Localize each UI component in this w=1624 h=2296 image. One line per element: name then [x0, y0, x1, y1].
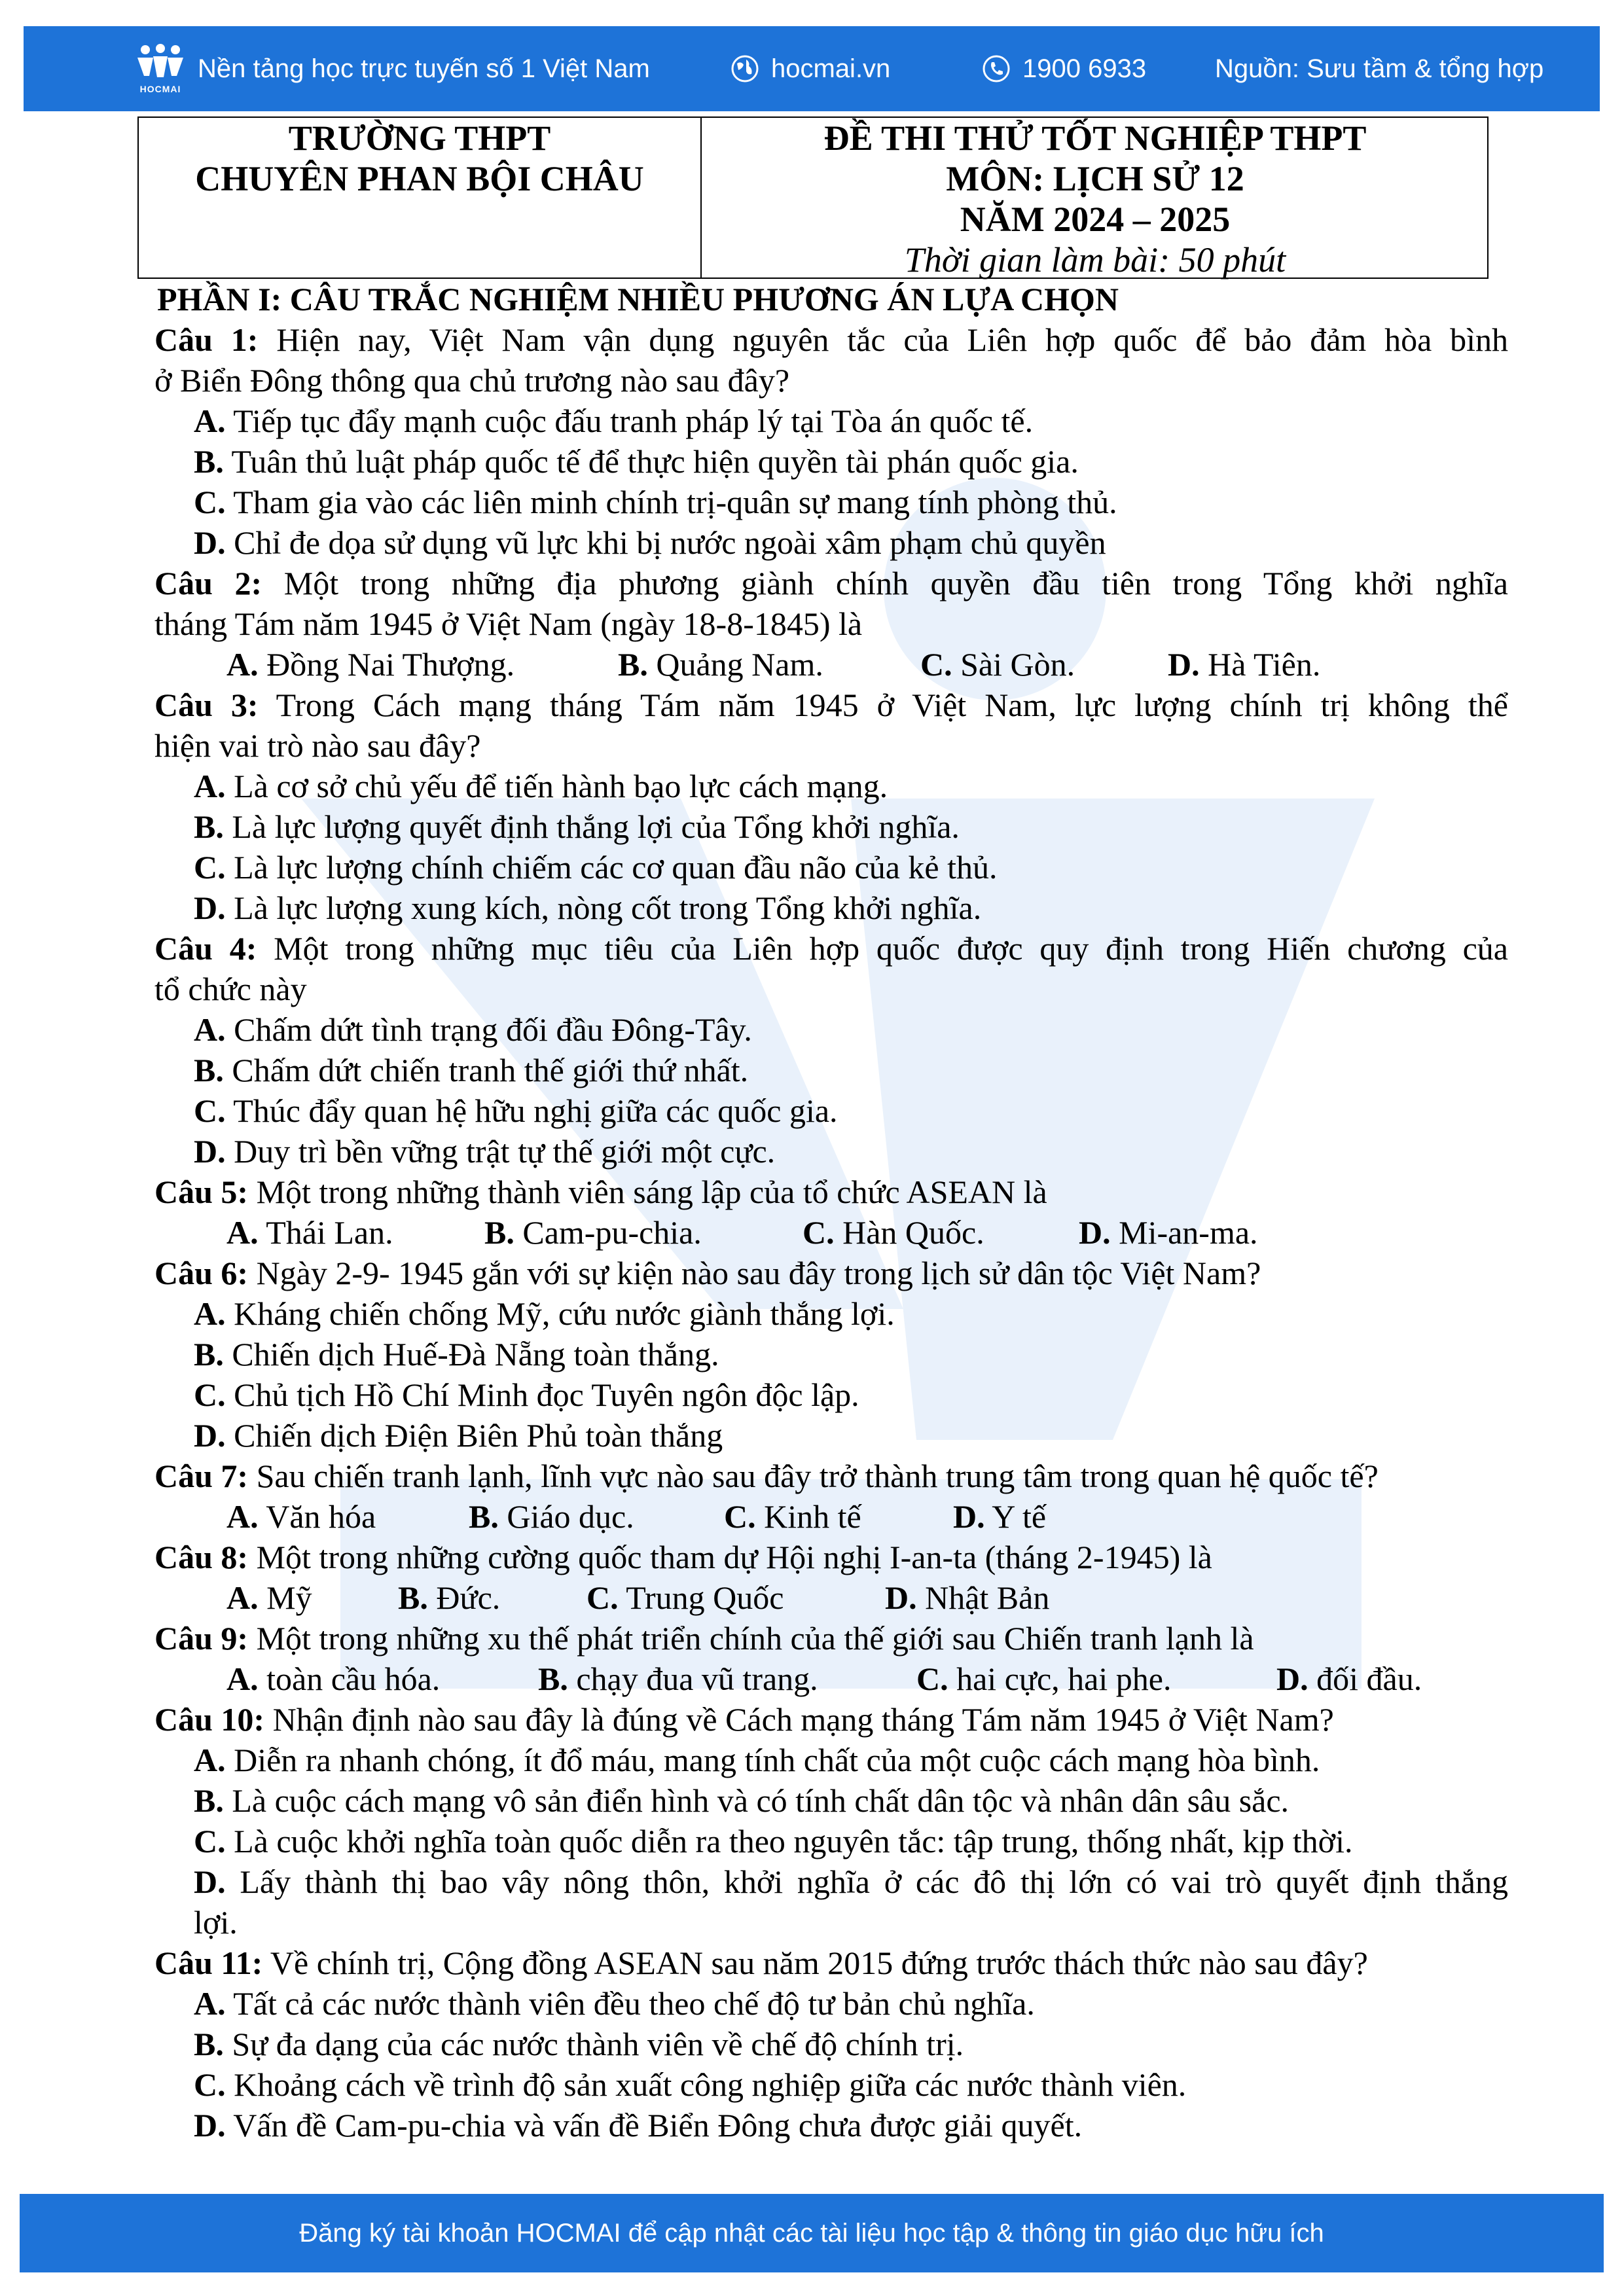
question-7: Câu 7: Sau chiến tranh lạnh, lĩnh vực nào sau đây trở thành trung tâm trong quan hệ quốc tế? — [154, 1458, 1379, 1494]
q8-options — [154, 1577, 1508, 1618]
q11-option-c[interactable]: C. Khoảng cách về trình độ sản xuất công nghiệp giữa các nước thành viên. — [194, 2066, 1187, 2103]
q8-option-d[interactable]: D. Nhật Bản — [885, 1579, 1050, 1616]
tagline: Nền tảng học trực tuyến số 1 Việt Nam — [198, 54, 650, 83]
q5-option-c[interactable]: C. Hàn Quốc. — [803, 1214, 984, 1251]
q5-options — [154, 1212, 1508, 1253]
q8-option-c[interactable]: C. Trung Quốc — [586, 1579, 784, 1616]
q4-option-b[interactable]: B. Chấm dứt chiến tranh thế giới thứ nhất. — [194, 1052, 749, 1088]
q2-option-b[interactable]: B. Quảng Nam. — [618, 646, 823, 683]
question-6: Câu 6: Ngày 2-9- 1945 gắn với sự kiện nào sau đây trong lịch sử dân tộc Việt Nam? — [154, 1255, 1261, 1291]
q6-option-a[interactable]: A. Kháng chiến chống Mỹ, cứu nước giành thắng lợi. — [194, 1295, 895, 1332]
q6-option-d[interactable]: D. Chiến dịch Điện Biên Phủ toàn thắng — [194, 1417, 723, 1454]
q7-option-a[interactable]: A. Văn hóa — [226, 1498, 376, 1535]
q9-options — [154, 1659, 1508, 1699]
q2-option-a[interactable]: A. Đồng Nai Thượng. — [226, 646, 515, 683]
exam-content — [154, 279, 1508, 2145]
q8-option-a[interactable]: A. Mỹ — [226, 1579, 312, 1616]
school-line2: CHUYÊN PHAN BỘI CHÂU — [195, 159, 644, 198]
question-8: Câu 8: Một trong những cường quốc tham dự Hội nghị I-an-ta (tháng 2-1945) là — [154, 1539, 1212, 1575]
question-10: Câu 10: Nhận định nào sau đây là đúng về Cách mạng tháng Tám năm 1945 ở Việt Nam? — [154, 1701, 1334, 1738]
logo-text: HOCMAI — [139, 84, 181, 94]
q5-option-a[interactable]: A. Thái Lan. — [226, 1214, 393, 1251]
website-link[interactable]: hocmai.vn — [771, 54, 891, 83]
school-cell — [139, 118, 700, 199]
q4-option-a[interactable]: A. Chấm dứt tình trạng đối đầu Đông-Tây. — [194, 1011, 752, 1048]
q3-option-a[interactable]: A. Là cơ sở chủ yếu để tiến hành bạo lực cách mạng. — [194, 768, 888, 804]
footer-text[interactable]: Đăng ký tài khoản HOCMAI để cập nhật các tài liệu học tập & thông tin giáo dục hữu ích — [299, 2218, 1324, 2248]
globe-icon — [731, 54, 759, 83]
q2-option-d[interactable]: D. Hà Tiên. — [1168, 646, 1321, 683]
q2-option-c[interactable]: C. Sài Gòn. — [920, 646, 1075, 683]
q10-option-a[interactable]: A. Diễn ra nhanh chóng, ít đổ máu, mang tính chất của một cuộc cách mạng hòa bình. — [194, 1742, 1320, 1778]
q1-option-d[interactable]: D. Chỉ đe dọa sử dụng vũ lực khi bị nước ngoài xâm phạm chủ quyền — [194, 524, 1106, 561]
question-11: Câu 11: Về chính trị, Cộng đồng ASEAN sau năm 2015 đứng trước thách thức nào sau đây? — [154, 1945, 1368, 1981]
question-3: Câu 3: Trong Cách mạng tháng Tám năm 1945 ở Việt Nam, lực lượng chính trị không thể — [154, 687, 1508, 723]
q1-option-c[interactable]: C. Tham gia vào các liên minh chính trị-quân sự mang tính phòng thủ. — [194, 484, 1117, 520]
q6-option-c[interactable]: C. Chủ tịch Hồ Chí Minh đọc Tuyên ngôn độc lập. — [194, 1376, 859, 1413]
q7-options — [154, 1496, 1508, 1537]
q6-option-b[interactable]: B. Chiến dịch Huế-Đà Nẵng toàn thắng. — [194, 1336, 719, 1372]
q1-option-a[interactable]: A. Tiếp tục đẩy mạnh cuộc đấu tranh pháp lý tại Tòa án quốc tế. — [194, 403, 1034, 439]
q8-option-b[interactable]: B. Đức. — [398, 1579, 501, 1616]
question-1: Câu 1: Hiện nay, Việt Nam vận dụng nguyên tắc của Liên hợp quốc để bảo đảm hòa bình — [154, 321, 1508, 358]
question-4: Câu 4: Một trong những mục tiêu của Liên hợp quốc được quy định trong Hiến chương của — [154, 930, 1509, 967]
phone-group[interactable] — [982, 26, 1146, 111]
exam-year: NĂM 2024 – 2025 — [960, 200, 1231, 239]
exam-subject: MÔN: LỊCH SỬ 12 — [946, 159, 1244, 198]
q9-option-b[interactable]: B. chạy đua vũ trang. — [538, 1660, 818, 1697]
question-4-cont: tổ chức này — [154, 971, 307, 1007]
source-text: Nguồn: Sưu tầm & tổng hợp — [1215, 54, 1544, 83]
footer-banner[interactable] — [20, 2194, 1604, 2272]
exam-duration: Thời gian làm bài: 50 phút — [904, 240, 1286, 279]
tagline-group — [135, 26, 650, 111]
phone-number[interactable]: 1900 6933 — [1022, 54, 1147, 83]
q7-option-b[interactable]: B. Giáo dục. — [469, 1498, 634, 1535]
q5-option-d[interactable]: D. Mi-an-ma. — [1079, 1214, 1258, 1251]
q3-option-b[interactable]: B. Là lực lượng quyết định thắng lợi của Tổng khởi nghĩa. — [194, 808, 960, 845]
section-title: PHẦN I: CÂU TRẮC NGHIỆM NHIỀU PHƯƠNG ÁN LỰA CHỌN — [157, 281, 1119, 317]
q10-option-d-cont: lợi. — [194, 1904, 238, 1941]
exam-title-cell — [702, 118, 1489, 280]
top-banner — [24, 26, 1600, 111]
q4-option-d[interactable]: D. Duy trì bền vững trật tự thế giới một cực. — [194, 1133, 776, 1170]
q1-option-b[interactable]: B. Tuân thủ luật pháp quốc tế để thực hiện quyền tài phán quốc gia. — [194, 443, 1079, 480]
q4-option-c[interactable]: C. Thúc đẩy quan hệ hữu nghị giữa các quốc gia. — [194, 1092, 838, 1129]
q11-option-d[interactable]: D. Vấn đề Cam-pu-chia và vấn đề Biển Đông chưa được giải quyết. — [194, 2107, 1083, 2144]
q10-option-d[interactable]: D. Lấy thành thị bao vây nông thôn, khởi nghĩa ở các đô thị lớn có vai trò quyết định thắng — [194, 1863, 1508, 1900]
q9-option-a[interactable]: A. toàn cầu hóa. — [226, 1660, 441, 1697]
q5-option-b[interactable]: B. Cam-pu-chia. — [484, 1214, 702, 1251]
q11-option-b[interactable]: B. Sự đa dạng của các nước thành viên về chế độ chính trị. — [194, 2026, 964, 2062]
q7-option-c[interactable]: C. Kinh tế — [724, 1498, 861, 1535]
website-group[interactable] — [731, 26, 890, 111]
exam-header-table — [137, 117, 1489, 279]
question-5: Câu 5: Một trong những thành viên sáng lập của tổ chức ASEAN là — [154, 1174, 1047, 1210]
school-line1: TRƯỜNG THPT — [288, 118, 551, 158]
q3-option-c[interactable]: C. Là lực lượng chính chiếm các cơ quan đầu não của kẻ thủ. — [194, 849, 998, 886]
question-2: Câu 2: Một trong những địa phương giành chính quyền đầu tiên trong Tổng khởi nghĩa — [154, 565, 1508, 601]
question-2-cont: tháng Tám năm 1945 ở Việt Nam (ngày 18-8-1845) là — [154, 605, 863, 642]
phone-icon — [982, 54, 1011, 83]
q2-options — [154, 644, 1508, 685]
hocmai-logo-icon — [135, 43, 186, 94]
q9-option-c[interactable]: C. hai cực, hai phe. — [916, 1660, 1172, 1697]
q10-option-b[interactable]: B. Là cuộc cách mạng vô sản điển hình và có tính chất dân tộc và nhân dân sâu sắc. — [194, 1782, 1290, 1819]
q11-option-a[interactable]: A. Tất cả các nước thành viên đều theo chế độ tư bản chủ nghĩa. — [194, 1985, 1035, 2022]
question-3-cont: hiện vai trò nào sau đây? — [154, 727, 481, 764]
question-9: Câu 9: Một trong những xu thế phát triển chính của thế giới sau Chiến tranh lạnh là — [154, 1620, 1254, 1657]
question-1-cont: ở Biển Đông thông qua chủ trương nào sau đây? — [154, 362, 790, 399]
q7-option-d[interactable]: D. Y tế — [953, 1498, 1047, 1535]
exam-title: ĐỀ THI THỬ TỐT NGHIỆP THPT — [823, 118, 1367, 158]
q10-option-c[interactable]: C. Là cuộc khởi nghĩa toàn quốc diễn ra theo nguyên tắc: tập trung, thống nhất, kịp thời. — [194, 1823, 1353, 1859]
q9-option-d[interactable]: D. đối đầu. — [1276, 1660, 1422, 1697]
q3-option-d[interactable]: D. Là lực lượng xung kích, nòng cốt trong Tổng khởi nghĩa. — [194, 889, 982, 926]
